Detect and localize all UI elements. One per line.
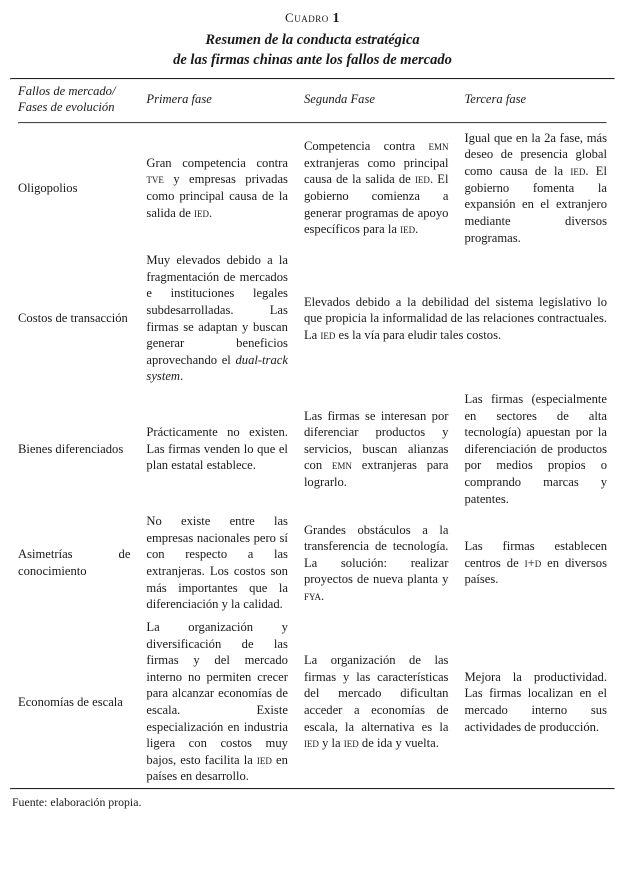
cell-economias-segunda: La organización de las firmas y las características del mercado dificultan acceder a economías de escala, la alternativa es la ied y la ied de ida y vuelta. [303, 653, 449, 751]
table-label [10, 10, 615, 27]
cell-economias-primera: La organización y diversificación de las firmas y del mercado interno no permiten crecer para alcanzar economías de escala. Existe especialización en industria ligera con costos muy bajos, esto facilita la ied en países en desarrollo. [146, 619, 288, 784]
table-title-line2: de las firmas chinas ante los fallos de mercado [173, 51, 452, 68]
row-label-asimetrias-de-conocimiento [10, 510, 138, 616]
column-header-stub [10, 80, 138, 119]
table-header-row [10, 80, 615, 119]
cell-costos-segunda-tercera: Elevados debido a la debilidad del sistema legislativo lo que propicia la informalidad de las relaciones contractuales. La ied es la vía para eludir tales costos. [303, 294, 607, 342]
row-label-text: Asimetrías de conocimiento [18, 547, 131, 579]
row-label-bienes-diferenciados [10, 388, 138, 510]
cell-economias-tercera: Mejora la productividad. Las firmas localizan en el mercado interno sus actividades de producción. [464, 669, 607, 734]
row-label-text: Economías de escala [18, 694, 123, 709]
cell-costos-primera: Muy elevados debido a la fragmentación de mercados e instituciones legales subdesarrolladas. Las firmas se adaptan y buscan generar beneficios aprovechando el dual-track system. [146, 253, 288, 384]
table-label-number: 1 [332, 11, 340, 26]
row-label-text: Costos de transacción [18, 311, 128, 326]
cell-asimetrias-tercera: Las firmas establecen centros de i+d en diversos países. [464, 539, 607, 587]
column-header-primera-fase: Primera fase [146, 92, 212, 107]
cell-bienes-segunda: Las firmas se interesan por diferenciar productos y servicios, buscan alianzas con emn extranjeras para lograrlo. [303, 408, 449, 490]
cell-oligopolios-segunda: Competencia contra emn extranjeras como principal causa de la salida de ied. El gobierno comienza a generar programas de apoyo específicos para la ied. [303, 139, 449, 237]
row-label-costos-de-transaccion [10, 249, 138, 388]
cell-oligopolios-tercera: Igual que en la 2a fase, más deseo de presencia global como causa de la ied. El gobierno fomenta la expansión en el extranjero mediante diversos programas. [464, 130, 608, 245]
row-label-economias-de-escala [10, 616, 138, 788]
table-row [10, 616, 615, 788]
table-title-line1: Resumen de la conducta estratégica [205, 32, 420, 48]
table-header [10, 80, 615, 127]
table-source: Fuente: elaboración propia. [12, 795, 142, 809]
row-label-text: Bienes diferenciados [18, 441, 124, 456]
column-header-stub-line1: Fallos de mercado/ [18, 84, 116, 99]
cell-bienes-tercera: Las firmas (especialmente en sectores de alta tecnología) apuestan por la diferenciación de productos por medios propios o comprando marcas y patentes. [464, 391, 607, 506]
table-title [10, 31, 615, 70]
cell-bienes-primera: Prácticamente no existen. Las firmas venden lo que el plan estatal establece. [146, 425, 288, 473]
table-label-word: Cuadro [285, 10, 329, 25]
column-header-stub-line2: Fases de evolución [18, 100, 115, 115]
column-header-segunda-fase: Segunda Fase [303, 92, 375, 107]
table-row [10, 388, 615, 510]
table-row [10, 127, 615, 249]
strategy-summary-table [10, 80, 615, 788]
table-row [10, 510, 615, 616]
column-header-tercera-fase: Tercera fase [464, 92, 527, 107]
table-row [10, 249, 615, 388]
cell-asimetrias-segunda: Grandes obstáculos a la transferencia de tecnología. La solución: realizar proyectos de nueva planta y fya. [303, 522, 449, 603]
header-rule [10, 119, 615, 127]
table-body [10, 127, 615, 788]
cell-oligopolios-primera: Gran competencia contra tve y empresas privadas como principal causa de la salida de ied. [146, 155, 288, 220]
cell-asimetrias-primera: No existe entre las empresas nacionales pero sí con respecto a las extranjeras. Los costos son más importantes que la diferenciación y la calidad. [146, 514, 288, 612]
row-label-oligopolios: Oligopolios [18, 180, 78, 195]
header-rule-row [10, 119, 615, 127]
